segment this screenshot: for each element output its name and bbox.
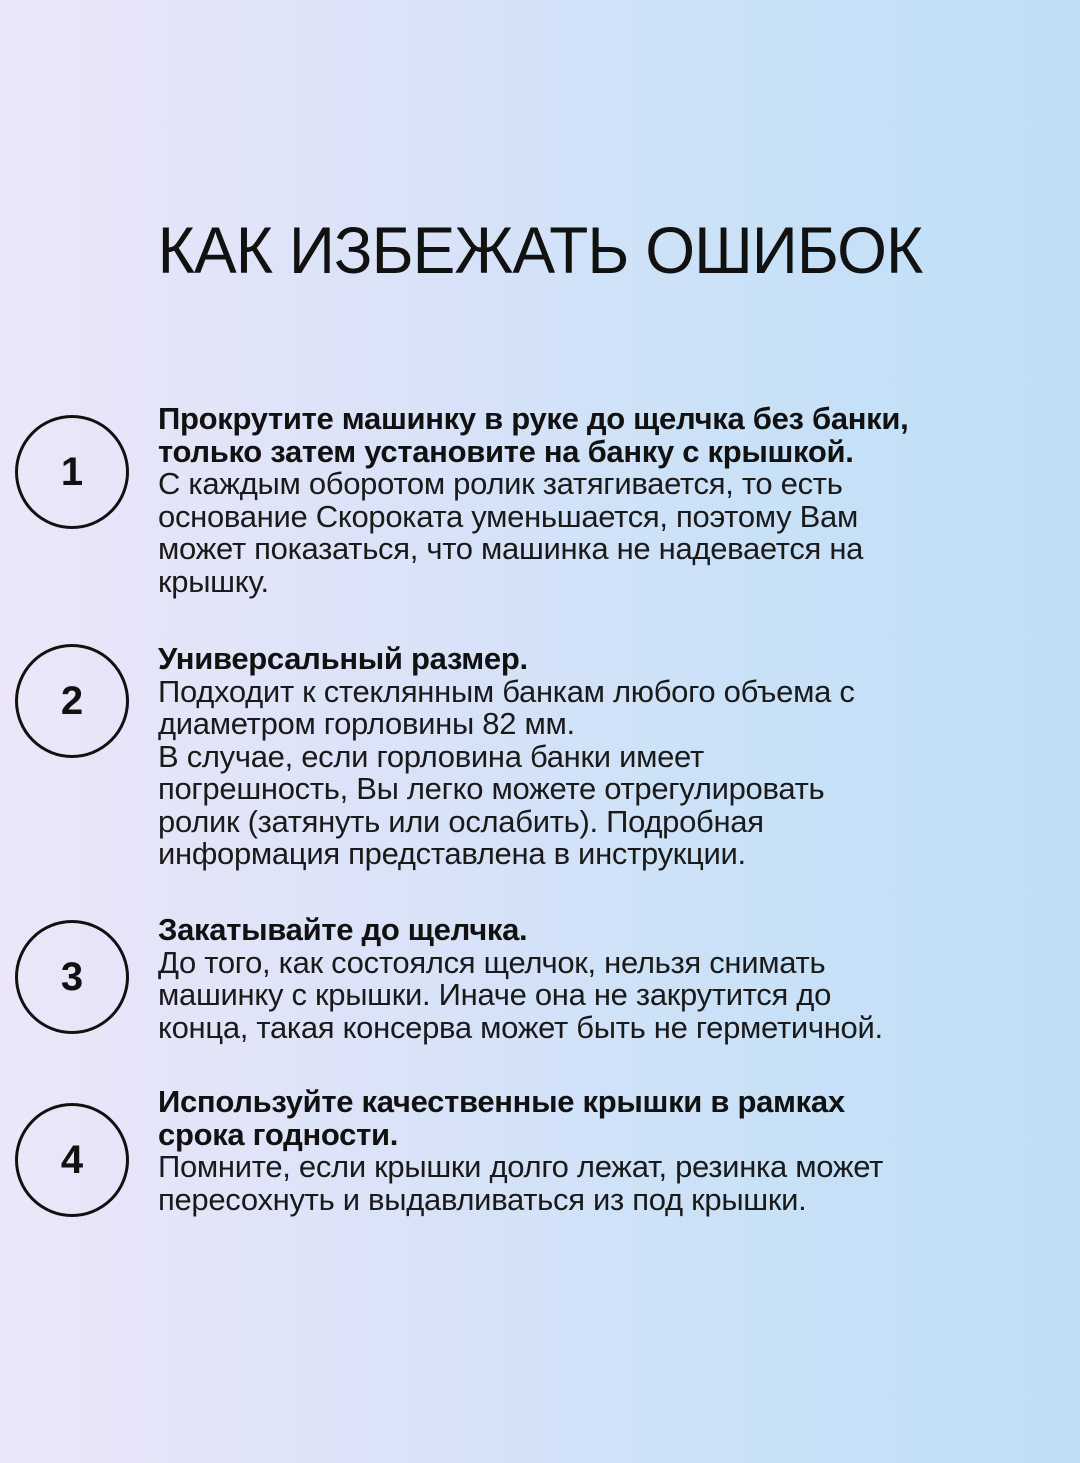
tip-body: Подходит к стеклянным банкам любого объема с диаметром горловины 82 мм. В случае, если горловина банки имеет погрешность, Вы легко можете отрегулировать ролик (затянуть или ослабить). Подробная информация представлена в инструкции. xyxy=(158,673,855,871)
tip-body: С каждым оборотом ролик затягивается, то есть основание Скороката уменьшается, поэтому Вам может показаться, что машинка не надевается на крышку. xyxy=(158,466,864,599)
tip-text xyxy=(158,914,1063,1044)
step-number-badge: 1 xyxy=(15,415,129,529)
tip-heading: Используйте качественные крышки в рамках срока годности. xyxy=(158,1084,845,1152)
tip-text xyxy=(158,403,1063,598)
step-number-badge: 4 xyxy=(15,1103,129,1217)
tip-body: До того, как состоялся щелчок, нельзя снимать машинку с крышки. Иначе она не закрутится до конца, такая консерва может быть не герметичной. xyxy=(158,944,883,1045)
tip-heading: Прокрутите машинку в руке до щелчка без банки, только затем установите на банку с крышкой. xyxy=(158,401,909,469)
tip-text xyxy=(158,1086,1063,1216)
tip-heading: Закатывайте до щелчка. xyxy=(158,912,528,947)
tip-text xyxy=(158,643,1063,871)
tip-heading: Универсальный размер. xyxy=(158,641,528,676)
step-number-badge: 2 xyxy=(15,644,129,758)
step-number-badge: 3 xyxy=(15,920,129,1034)
tip-body: Помните, если крышки долго лежат, резинка может пересохнуть и выдавливаться из под крышки. xyxy=(158,1149,884,1217)
page-title: КАК ИЗБЕЖАТЬ ОШИБОК xyxy=(157,213,923,287)
